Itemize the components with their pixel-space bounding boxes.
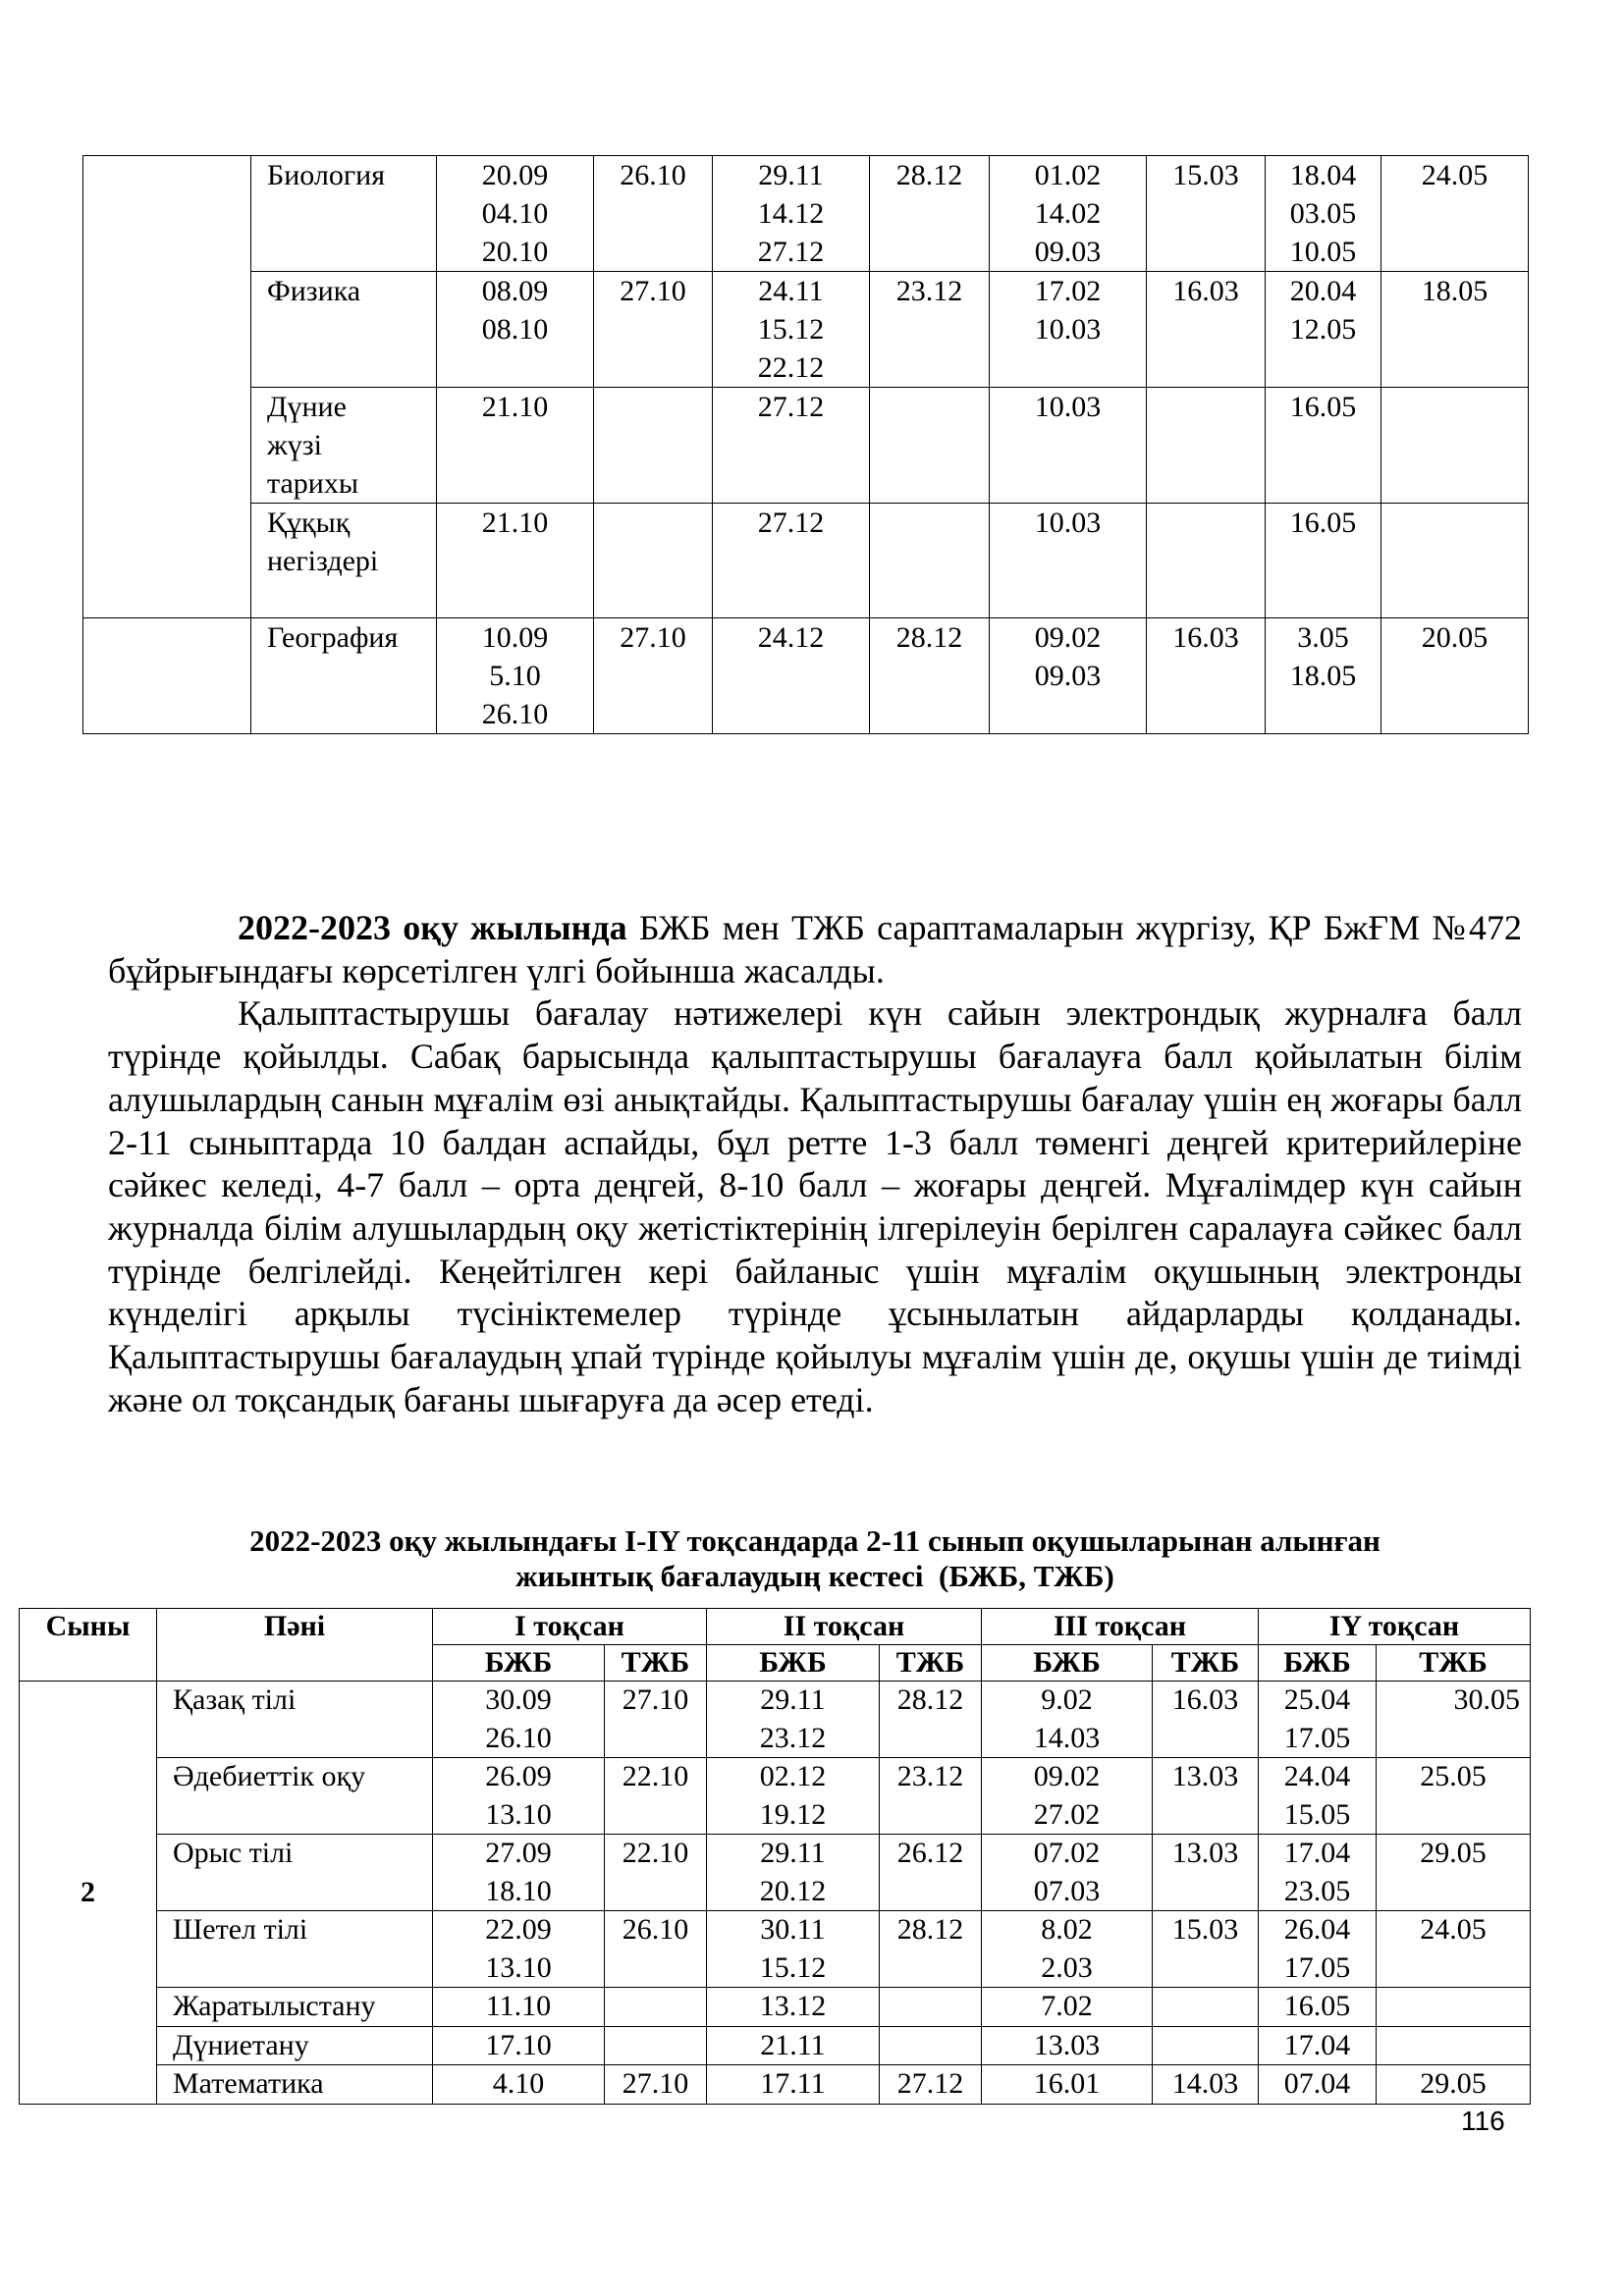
date-cell: 26.12 <box>880 1835 982 1911</box>
caption-line-1: 2022-2023 оқу жылындағы I-IY тоқсандарда 2-11 сынып оқушыларынан алынған <box>249 1523 1380 1558</box>
date-cell: 28.12 <box>880 1911 982 1988</box>
date-cell <box>1381 504 1529 618</box>
date-cell: 16.03 <box>1147 618 1266 734</box>
paragraph-2: Қалыптастырушы бағалау нәтижелері күн сайын электрондық журналға балл түрінде қойылды. Сабақ барысында қалыптастырушы бағалауға балл қойылатын білім алушылардың санын мұғалім өзі анықтайды. Қалыптастырушы бағалау үшін ең жоғары балл 2-11 сыныптарда 10 балдан аспайды, бұл ретте 1-3 балл төменгі деңгей критерийлеріне сәйкес келеді, 4-7 балл – орта деңгей, 8-10 балл – жоғары деңгей. Мұғалімдер күн сайын журналда білім алушылардың оқу жетістіктерінің ілгерілеуін берілген саралауға сәйкес балл түрінде белгілейді. Кеңейтілген кері байланыс үшін мұғалім оқушының электронды күнделігі арқылы түсініктемелер түрінде ұсынылатын айдарларды қолданады. Қалыптастырушы бағалаудың ұпай түрінде қойылуы мұғалім үшін де, оқушы үшін де тиімді және ол тоқсандық бағаны шығаруға да әсер етеді. <box>108 993 1522 1419</box>
header-class: Сыны <box>20 1609 157 1682</box>
date-cell: 24.05 <box>1381 156 1529 272</box>
date-cell: 28.12 <box>880 1682 982 1758</box>
date-cell <box>1377 2026 1531 2065</box>
header-subject: Пәні <box>157 1609 433 1682</box>
subject-cell: Дүние жүзі тарихы <box>251 388 437 504</box>
paragraph-1-rest: БЖБ мен ТЖБ сараптамаларын жүргізу, ҚР БжҒМ №472 бұйрығындағы көрсетілген үлгі бойынша жасалды. <box>108 908 1522 990</box>
date-cell: 17.04 23.05 <box>1259 1835 1377 1911</box>
date-cell: 22.10 <box>605 1835 707 1911</box>
date-cell: 17.04 <box>1259 2026 1377 2065</box>
date-cell: 27.10 <box>594 272 713 388</box>
date-cell: 21.10 <box>437 388 594 504</box>
caption-line-2: жиынтық бағалаудың кестесі (БЖБ, ТЖБ) <box>515 1559 1114 1593</box>
date-cell <box>594 388 713 504</box>
date-cell: 13.03 <box>982 2026 1153 2065</box>
date-cell: 22.10 <box>605 1758 707 1835</box>
date-cell <box>880 2026 982 2065</box>
paragraph-1-lead: 2022-2023 оқу жылында <box>238 908 627 947</box>
subject-cell: Биология <box>251 156 437 272</box>
date-cell: 17.11 <box>707 2065 880 2105</box>
date-cell: 24.12 <box>713 618 870 734</box>
page-number: 116 <box>1461 2106 1505 2136</box>
date-cell <box>1381 388 1529 504</box>
table-row <box>20 1835 1531 1911</box>
table-row <box>83 618 1529 734</box>
header-quarter-4: IY тоқсан <box>1259 1609 1531 1645</box>
header-sub: ТЖБ <box>1153 1645 1259 1682</box>
table-row <box>20 2026 1531 2065</box>
date-cell: 29.11 14.12 27.12 <box>713 156 870 272</box>
date-cell: 17.02 10.03 <box>990 272 1147 388</box>
date-cell: 16.03 <box>1153 1682 1259 1758</box>
date-cell: 14.03 <box>1153 2065 1259 2105</box>
header-sub: БЖБ <box>982 1645 1153 1682</box>
date-cell: 4.10 <box>433 2065 605 2105</box>
date-cell: 29.11 20.12 <box>707 1835 880 1911</box>
subject-cell: Орыс тілі <box>157 1835 433 1911</box>
date-cell: 16.05 <box>1259 1988 1377 2027</box>
header-quarter-1: I тоқсан <box>433 1609 707 1645</box>
date-cell: 28.12 <box>870 156 990 272</box>
date-cell: 18.05 <box>1381 272 1529 388</box>
date-cell: 27.10 <box>594 618 713 734</box>
date-cell: 9.02 14.03 <box>982 1682 1153 1758</box>
header-sub: ТЖБ <box>605 1645 707 1682</box>
date-cell: 16.03 <box>1147 272 1266 388</box>
date-cell: 22.09 13.10 <box>433 1911 605 1988</box>
date-cell <box>1153 2026 1259 2065</box>
date-cell: 25.04 17.05 <box>1259 1682 1377 1758</box>
date-cell: 10.03 <box>990 388 1147 504</box>
date-cell: 10.03 <box>990 504 1147 618</box>
body-text <box>108 907 1522 1421</box>
date-cell: 24.05 <box>1377 1911 1531 1988</box>
date-cell: 29.05 <box>1377 1835 1531 1911</box>
grade-cell: 2 <box>20 1682 157 2105</box>
subject-cell: Құқық негіздері <box>251 504 437 618</box>
date-cell <box>1147 388 1266 504</box>
date-cell: 18.04 03.05 10.05 <box>1266 156 1381 272</box>
table-row <box>20 2065 1531 2105</box>
date-cell: 26.10 <box>605 1911 707 1988</box>
date-cell: 26.09 13.10 <box>433 1758 605 1835</box>
date-cell <box>605 1988 707 2027</box>
date-cell: 27.12 <box>713 388 870 504</box>
subject-cell: Математика <box>157 2065 433 2105</box>
date-cell: 20.05 <box>1381 618 1529 734</box>
date-cell: 08.09 08.10 <box>437 272 594 388</box>
continuation-table <box>82 155 1529 734</box>
date-cell: 07.02 07.03 <box>982 1835 1153 1911</box>
date-cell <box>1377 1988 1531 2027</box>
date-cell <box>605 2026 707 2065</box>
subject-cell: Жаратылыстану <box>157 1988 433 2027</box>
date-cell: 8.02 2.03 <box>982 1911 1153 1988</box>
date-cell: 26.10 <box>594 156 713 272</box>
header-sub: ТЖБ <box>880 1645 982 1682</box>
table-row <box>83 272 1529 388</box>
date-cell: 13.03 <box>1153 1835 1259 1911</box>
date-cell: 10.09 5.10 26.10 <box>437 618 594 734</box>
header-quarter-2: II тоқсан <box>707 1609 982 1645</box>
date-cell: 16.05 <box>1266 388 1381 504</box>
date-cell: 20.04 12.05 <box>1266 272 1381 388</box>
date-cell <box>880 1988 982 2027</box>
date-cell: 07.04 <box>1259 2065 1377 2105</box>
date-cell: 29.11 23.12 <box>707 1682 880 1758</box>
date-cell: 27.09 18.10 <box>433 1835 605 1911</box>
table-row <box>20 1758 1531 1835</box>
subject-cell: Дүниетану <box>157 2026 433 2065</box>
date-cell <box>594 504 713 618</box>
table-row <box>83 156 1529 272</box>
header-quarter-3: III тоқсан <box>982 1609 1259 1645</box>
header-sub: БЖБ <box>433 1645 605 1682</box>
date-cell: 24.11 15.12 22.12 <box>713 272 870 388</box>
date-cell <box>1153 1988 1259 2027</box>
header-sub: БЖБ <box>1259 1645 1377 1682</box>
date-cell <box>870 504 990 618</box>
date-cell: 21.10 <box>437 504 594 618</box>
date-cell <box>870 388 990 504</box>
date-cell: 30.11 15.12 <box>707 1911 880 1988</box>
date-cell: 27.12 <box>713 504 870 618</box>
date-cell: 28.12 <box>870 618 990 734</box>
date-cell: 26.04 17.05 <box>1259 1911 1377 1988</box>
date-cell: 01.02 14.02 09.03 <box>990 156 1147 272</box>
date-cell: 23.12 <box>880 1758 982 1835</box>
header-row-1 <box>20 1609 1531 1645</box>
assessment-schedule-table <box>19 1608 1531 2105</box>
header-sub: БЖБ <box>707 1645 880 1682</box>
date-cell: 17.10 <box>433 2026 605 2065</box>
date-cell: 21.11 <box>707 2026 880 2065</box>
date-cell: 02.12 19.12 <box>707 1758 880 1835</box>
table-row <box>20 1988 1531 2027</box>
date-cell: 13.12 <box>707 1988 880 2027</box>
subject-cell: Физика <box>251 272 437 388</box>
date-cell: 15.03 <box>1147 156 1266 272</box>
date-cell: 11.10 <box>433 1988 605 2027</box>
date-cell <box>1147 504 1266 618</box>
date-cell: 7.02 <box>982 1988 1153 2027</box>
date-cell: 15.03 <box>1153 1911 1259 1988</box>
date-cell: 25.05 <box>1377 1758 1531 1835</box>
subject-cell: Қазақ тілі <box>157 1682 433 1758</box>
date-cell: 13.03 <box>1153 1758 1259 1835</box>
grade-cell <box>83 156 251 618</box>
paragraph-1 <box>108 907 1522 992</box>
date-cell: 3.05 18.05 <box>1266 618 1381 734</box>
subject-cell: Әдебиеттік оқу <box>157 1758 433 1835</box>
date-cell: 27.12 <box>880 2065 982 2105</box>
date-cell: 20.09 04.10 20.10 <box>437 156 594 272</box>
date-cell: 30.05 <box>1377 1682 1531 1758</box>
date-cell: 27.10 <box>605 2065 707 2105</box>
date-cell: 30.09 26.10 <box>433 1682 605 1758</box>
date-cell: 16.01 <box>982 2065 1153 2105</box>
subject-cell: Шетел тілі <box>157 1911 433 1988</box>
table-row <box>83 504 1529 618</box>
date-cell: 16.05 <box>1266 504 1381 618</box>
table-row <box>20 1682 1531 1758</box>
date-cell: 09.02 09.03 <box>990 618 1147 734</box>
date-cell: 23.12 <box>870 272 990 388</box>
grade-cell <box>83 618 251 734</box>
table-caption <box>108 1523 1522 1594</box>
table-row <box>20 1911 1531 1988</box>
date-cell: 29.05 <box>1377 2065 1531 2105</box>
subject-cell: География <box>251 618 437 734</box>
date-cell: 09.02 27.02 <box>982 1758 1153 1835</box>
header-sub: ТЖБ <box>1377 1645 1531 1682</box>
date-cell: 24.04 15.05 <box>1259 1758 1377 1835</box>
date-cell: 27.10 <box>605 1682 707 1758</box>
table-row <box>83 388 1529 504</box>
